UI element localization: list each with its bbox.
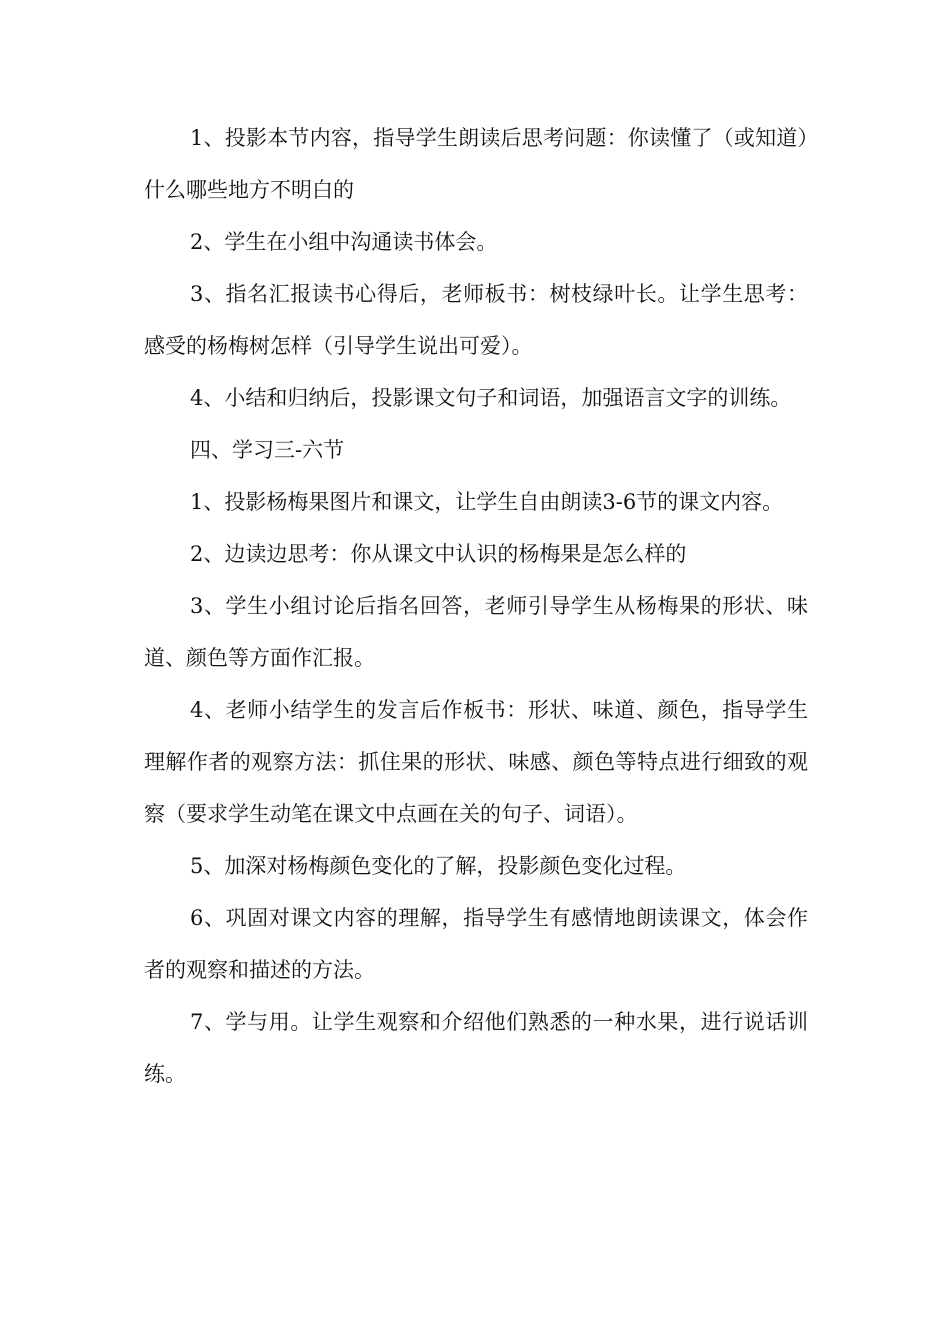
paragraph-part4-step-1: 1、投影杨梅果图片和课文，让学生自由朗读3-6节的课文内容。 — [190, 490, 784, 514]
paragraph-part4-step-7: 7、学与用。让学生观察和介绍他们熟悉的一种水果，进行说话训练。 — [144, 1010, 808, 1086]
paragraph-part4-step-4: 4、老师小结学生的发言后作板书：形状、味道、颜色，指导学生理解作者的观察方法：抓住果的形状、味感、颜色等特点进行细致的观察（要求学生动笔在课文中点画在关的句子、词语）。 — [144, 698, 808, 826]
paragraph-step-1-read: 1、投影本节内容，指导学生朗读后思考问题：你读懂了（或知道）什么哪些地方不明白的 — [144, 126, 808, 202]
paragraph-step-3-report: 3、指名汇报读书心得后，老师板书：树枝绿叶长。让学生思考：感受的杨梅树怎样（引导学生说出可爱）。 — [144, 282, 808, 358]
document-body — [144, 112, 808, 1100]
paragraph-part4-step-6: 6、巩固对课文内容的理解，指导学生有感情地朗读课文，体会作者的观察和描述的方法。 — [144, 906, 808, 982]
paragraph-step-4-summary: 4、小结和归纳后，投影课文句子和词语，加强语言文字的训练。 — [190, 386, 792, 410]
paragraph-part4-step-3: 3、学生小组讨论后指名回答，老师引导学生从杨梅果的形状、味道、颜色等方面作汇报。 — [144, 594, 808, 670]
paragraph-part4-step-5: 5、加深对杨梅颜色变化的了解，投影颜色变化过程。 — [190, 854, 687, 878]
paragraph-part4-step-2: 2、边读边思考：你从课文中认识的杨梅果是怎么样的 — [190, 542, 687, 566]
section-heading-part-4: 四、学习三-六节 — [190, 438, 345, 462]
paragraph-step-2-discuss: 2、学生在小组中沟通读书体会。 — [190, 230, 498, 254]
